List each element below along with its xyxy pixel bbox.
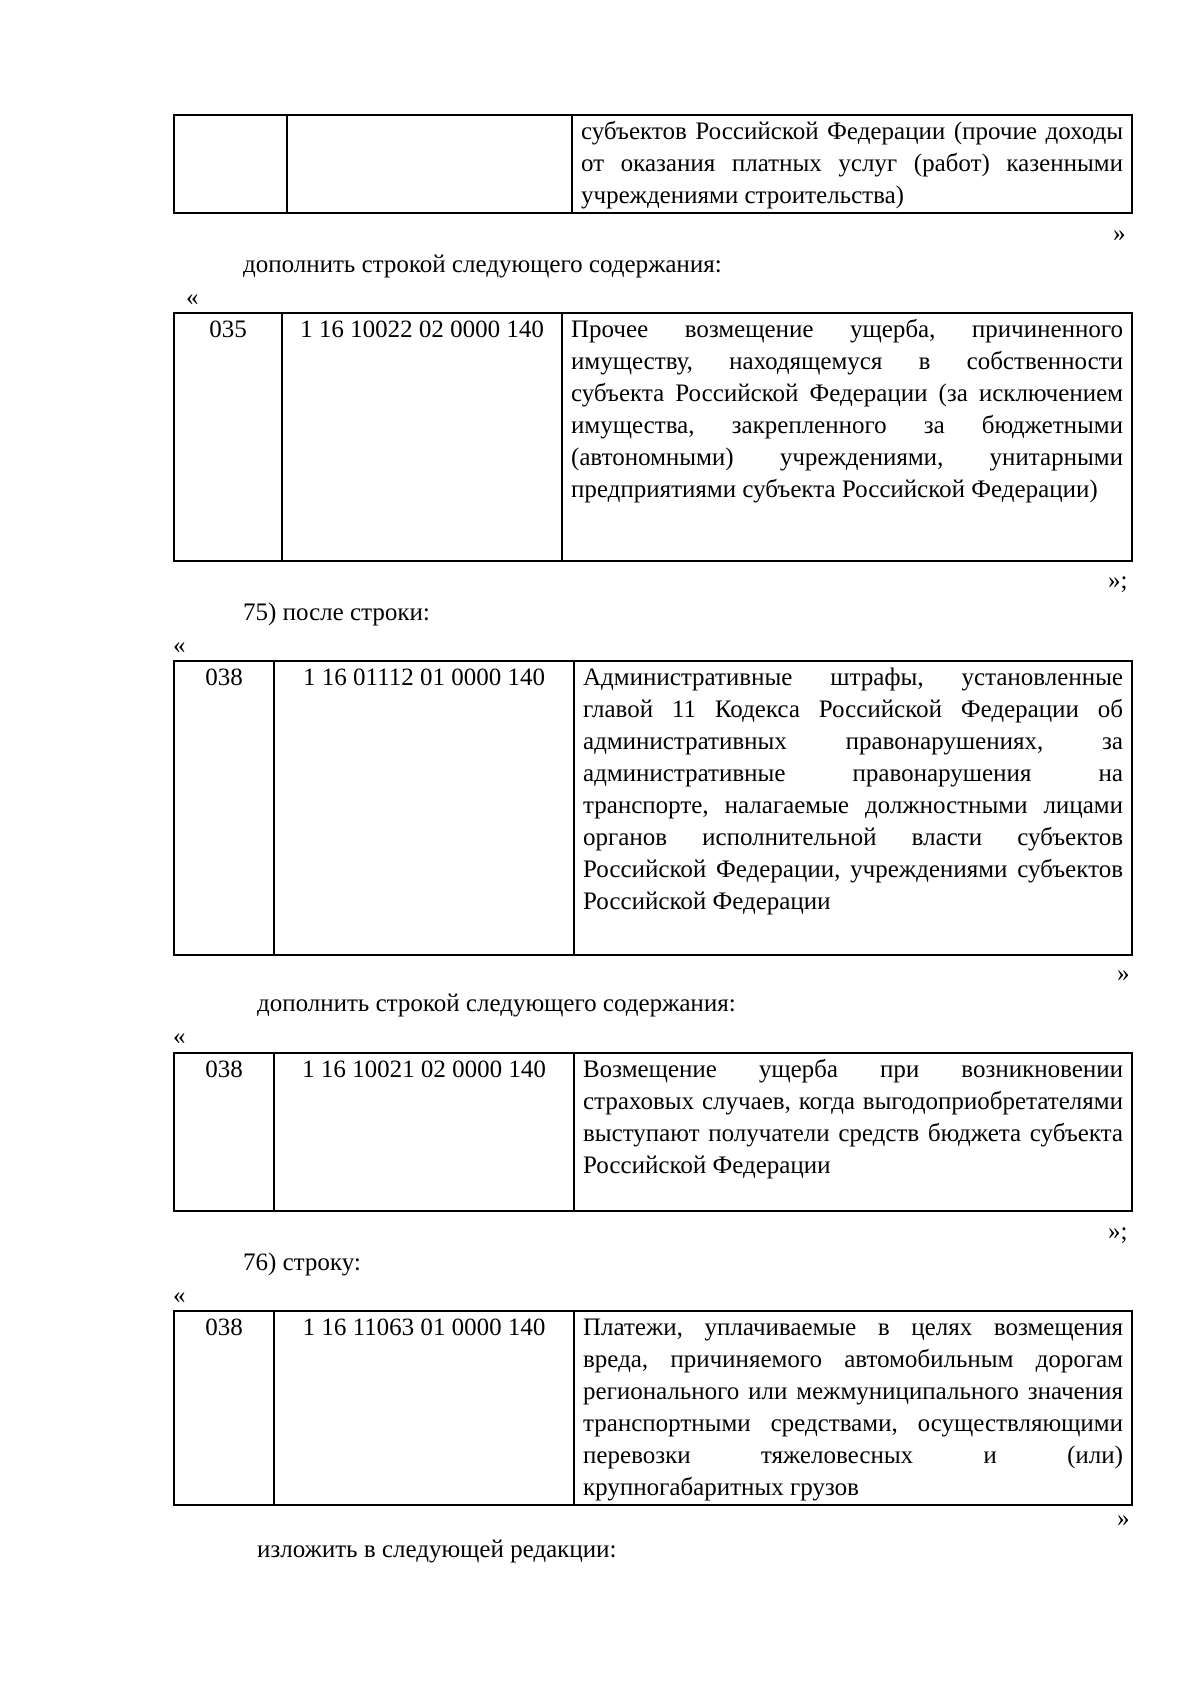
paragraph: 76) строку: <box>243 1249 361 1276</box>
cell-code <box>174 115 287 213</box>
open-quote: « <box>173 1023 186 1050</box>
close-quote: » <box>1113 220 1126 247</box>
cell-kbk: 1 16 11063 01 0000 140 <box>274 1311 574 1505</box>
cell-code: 035 <box>174 313 282 561</box>
close-quote: »; <box>1108 1218 1128 1245</box>
cell-description: субъектов Российской Федерации (прочие доходы от оказания платных услуг (работ) казенными учреждениями строительства) <box>572 115 1132 213</box>
table-row-038-payments <box>173 1310 1133 1506</box>
cell-kbk: 1 16 01112 01 0000 140 <box>274 661 574 955</box>
close-quote: »; <box>1108 567 1128 594</box>
cell-description: Административные штрафы, установленные главой 11 Кодекса Российской Федерации об административных правонарушениях, за административные правонарушения на транспорте, налагаемые должностными лицами органов исполнительной власти субъектов Российской Федерации, учреждениями субъектов Российской Федерации <box>574 661 1132 955</box>
cell-kbk: 1 16 10022 02 0000 140 <box>282 313 562 561</box>
table-continued <box>173 114 1133 214</box>
table-new-row-035 <box>173 312 1133 562</box>
cell-description: Платежи, уплачиваемые в целях возмещения вреда, причиняемого автомобильным дорогам регионального или межмуниципального значения транспортными средствами, осуществляющими перевозки тяжеловесных и (или) крупногабаритных грузов <box>574 1311 1132 1505</box>
cell-kbk <box>287 115 572 213</box>
cell-code: 038 <box>174 1311 274 1505</box>
table-row <box>174 313 1132 561</box>
paragraph: дополнить строкой следующего содержания: <box>243 251 722 278</box>
open-quote: « <box>186 284 199 311</box>
close-quote: » <box>1117 1505 1130 1532</box>
table-row <box>174 1311 1132 1505</box>
cell-code: 038 <box>174 661 274 955</box>
table-row <box>174 1053 1132 1211</box>
cell-description: Возмещение ущерба при возникновении страховых случаев, когда выгодоприобретателями выступают получатели средств бюджета субъекта Российской Федерации <box>574 1053 1132 1211</box>
cell-code: 038 <box>174 1053 274 1211</box>
table-new-row-038-insurance <box>173 1052 1133 1212</box>
open-quote: « <box>173 632 186 659</box>
table-row <box>174 661 1132 955</box>
table-row <box>174 115 1132 213</box>
close-quote: » <box>1117 960 1130 987</box>
cell-kbk: 1 16 10021 02 0000 140 <box>274 1053 574 1211</box>
open-quote: « <box>173 1282 186 1309</box>
paragraph: изложить в следующей редакции: <box>257 1536 617 1563</box>
table-row-038-fines <box>173 660 1133 956</box>
cell-description: Прочее возмещение ущерба, причиненного имуществу, находящемуся в собственности субъекта Российской Федерации (за исключением имущества, закрепленного за бюджетными (автономными) учреждениями, унитарными предприятиями субъекта Российской Федерации) <box>562 313 1132 561</box>
paragraph: 75) после строки: <box>243 599 430 626</box>
paragraph: дополнить строкой следующего содержания: <box>257 990 736 1017</box>
